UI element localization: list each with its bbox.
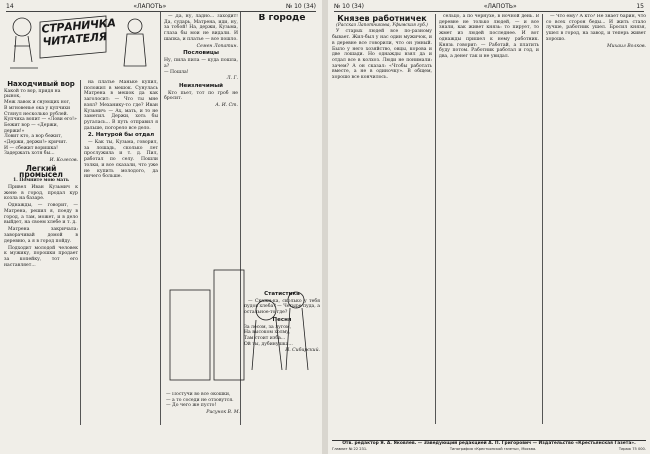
- poem-line: Задержать хотя бы...: [4, 151, 55, 157]
- left-column-2: [84, 80, 158, 428]
- column-text: на платье Маньке купил, положил в мешок. Сунулась Матрена в мешок да как заголосит: — Что ты мне взял? Механику-то где? Иван Кузьмич: — Ах, мать, и то не заметил. Держи, хоть бы ругалась... В путь отправил я дальше, погорело все дело.: [84, 80, 158, 131]
- column-signature: Михаил Волков.: [606, 43, 646, 49]
- story-paragraph: Подходит молодой человек к мужику, порошки продает за копейку, тот его наставляет...: [4, 245, 78, 268]
- imprint-left: Главлит № 22 231.: [332, 446, 368, 451]
- city-title: В городе: [258, 14, 306, 23]
- banner: [8, 12, 117, 74]
- poem-line: Купчиха вопит — «Лови его!»: [4, 117, 77, 123]
- story-paragraph: Матрена закричала: заворачивай домой в деревню, а я в город пойду.: [4, 227, 78, 244]
- poem-line: Бежит вор — «Держи, держи!»: [4, 122, 59, 134]
- proverb-line: — Пошла!: [164, 69, 189, 75]
- proverbs-signature: Л. Г.: [226, 76, 238, 82]
- short-signature: А. И. Ст.: [215, 103, 238, 109]
- caption-line: — До чего же пусто!: [166, 403, 217, 409]
- left-page: [0, 0, 322, 454]
- top-illustration: [112, 14, 158, 76]
- column-text: сельцо, а по чернухе, в ночной день. В деревне не только людей, — и все знали, как живет князь: то пирует, то жмет из людей последнее. И вот однажды пришел к нему работник. Князь говорит: — Работай, а платить буду потом. Работник работал и год, и два, а денег так и не увидал.: [439, 14, 539, 59]
- story-paragraph: Привел Иван Кузьмич к жене в город, продал кур козла на базаре.: [4, 184, 78, 202]
- caption-signature: Рисунок В. М.: [206, 410, 240, 416]
- imprint-right: Тираж 75 000.: [618, 446, 646, 451]
- poem-body: [4, 89, 78, 157]
- caption-line: — Постучи во все окошки,: [166, 392, 231, 397]
- poem-line: Меж лавок и снующих ног,: [4, 100, 71, 106]
- right-page: [328, 0, 650, 454]
- right-issue: № 10 (34): [334, 3, 365, 10]
- right-page-header: [334, 2, 644, 12]
- right-column-1: [332, 14, 432, 424]
- imprint: [332, 447, 646, 453]
- right-column-3: [546, 14, 646, 424]
- song-line: На высоком холму,: [244, 330, 291, 336]
- poem-line: Стянул несколько рублей.: [4, 111, 69, 117]
- song-line: Там стоит изба...: [244, 335, 286, 341]
- left-page-header: [6, 2, 316, 12]
- short-text: Кто пьет, тот по гроб не бросит.: [164, 90, 238, 102]
- story-subtitle: 1. Помните мою мать: [13, 178, 69, 184]
- column-text: — Да, ну, ладно... Заходит! Да, сударь, Матрена, иди, ну, за тобой! На, держи, Кузьма, глаза бы мои не видали. И шапка, и платье — все пошло.: [164, 14, 238, 42]
- story-subtitle: (Рассказ Лапотникова, Уфимская губ.): [336, 22, 428, 28]
- left-column-1: [4, 80, 78, 428]
- left-journal-title: «ЛАПОТЬ»: [133, 3, 167, 10]
- figure-illustration: [112, 14, 158, 76]
- song-line: Ой ты, дубинушка...: [244, 341, 293, 347]
- poem-line: Ловит кто, а вор бежит,: [4, 134, 63, 140]
- column-text: — Что ему? А кто? Не знает барин, что со всех сторон беды... И жить стало лучше, работник ушел. Бросил князя, ушел в город, на завод, и теперь живет хорошо.: [546, 14, 646, 42]
- poem-title: Находчивый вор: [7, 80, 75, 88]
- left-column-4-lower: [244, 290, 320, 426]
- divider: [80, 80, 81, 425]
- city-caption: [166, 392, 240, 426]
- divider: [435, 14, 436, 424]
- song-title: Песня: [272, 316, 292, 323]
- editor-line: Отв. редактор Я. А. Яковлев. — Заведующий редакцией А. П. Григорович — Издательство «Крестьянская Газета».: [342, 441, 636, 446]
- poem-line: И — сбежит воришка!: [4, 145, 58, 151]
- poem-signature: И. Колесов.: [49, 158, 78, 164]
- imprint-mid: Типография «Крестьянской газеты», Москва.: [449, 446, 537, 451]
- stat-text: — Скажи-ка, сколько у тебя пудов хлеба? — Четыре пуда, а остальное-то где?: [244, 298, 320, 316]
- story-text: У старых людей все по-разному бывает. Жил-был у нас один мужичок, и в деревне все говорили, что он умный. Было у него хозяйство, овцы, корова и две лошади. Но однажды взял да и отдал все в колхоз. Люди не понимали: зачем? А он сказал: «Чтобы работать вместе, а не в одиночку». В общем, хорошо все кончилось.: [332, 29, 432, 81]
- column-signature: Семен Лопатин.: [196, 43, 238, 49]
- right-page-number: 15: [636, 3, 644, 10]
- left-issue: № 10 (34): [285, 3, 316, 10]
- banner-title: СТРАНИЧКА ЧИТАТЕЛЯ: [40, 16, 117, 49]
- section-text: — Как ты, Кузьма, говорил, за лошадь, сколько лет прослужила и т. д. Пил, работал по селу. Пошли толки, и все сказали, что уже не купить молодого, да ничего больше.: [84, 140, 158, 180]
- song-signature: Н. Сибирский.: [285, 348, 320, 354]
- right-journal-title: «ЛАПОТЬ»: [483, 3, 517, 10]
- stat-title: Статистика: [264, 291, 300, 297]
- divider: [542, 14, 543, 424]
- short-title: Неизлечимый: [178, 82, 224, 89]
- proverb-line: Ну, пила пила — куда пошла, а?: [164, 58, 238, 69]
- caption-line: — а то соседи не отзовутся.: [166, 397, 234, 403]
- song-line: За лесом, за лугом,: [244, 324, 292, 330]
- section-title: 2. Натурой бы отдал: [87, 132, 155, 139]
- story-title: Князев работничек: [337, 14, 427, 23]
- story-title: Легкий промысел: [19, 163, 63, 179]
- right-footer: [332, 440, 646, 452]
- poem-line: Какой то вор, придя на рынок,: [4, 88, 61, 100]
- proverbs-title: Пословицы: [183, 50, 219, 57]
- left-page-number: 14: [6, 3, 14, 10]
- divider: [160, 12, 161, 425]
- poem-line: «Держи, держи!» кричит.: [4, 140, 68, 146]
- right-column-2: [439, 14, 539, 424]
- poem-line: В мгновенье ока у купчихи: [4, 105, 71, 111]
- story-paragraph: Однажды, — говорит, — Матрена, решил я, поеду в город, а там, может, и в дело выйдет, на своем хлебе и т. д.: [4, 203, 78, 226]
